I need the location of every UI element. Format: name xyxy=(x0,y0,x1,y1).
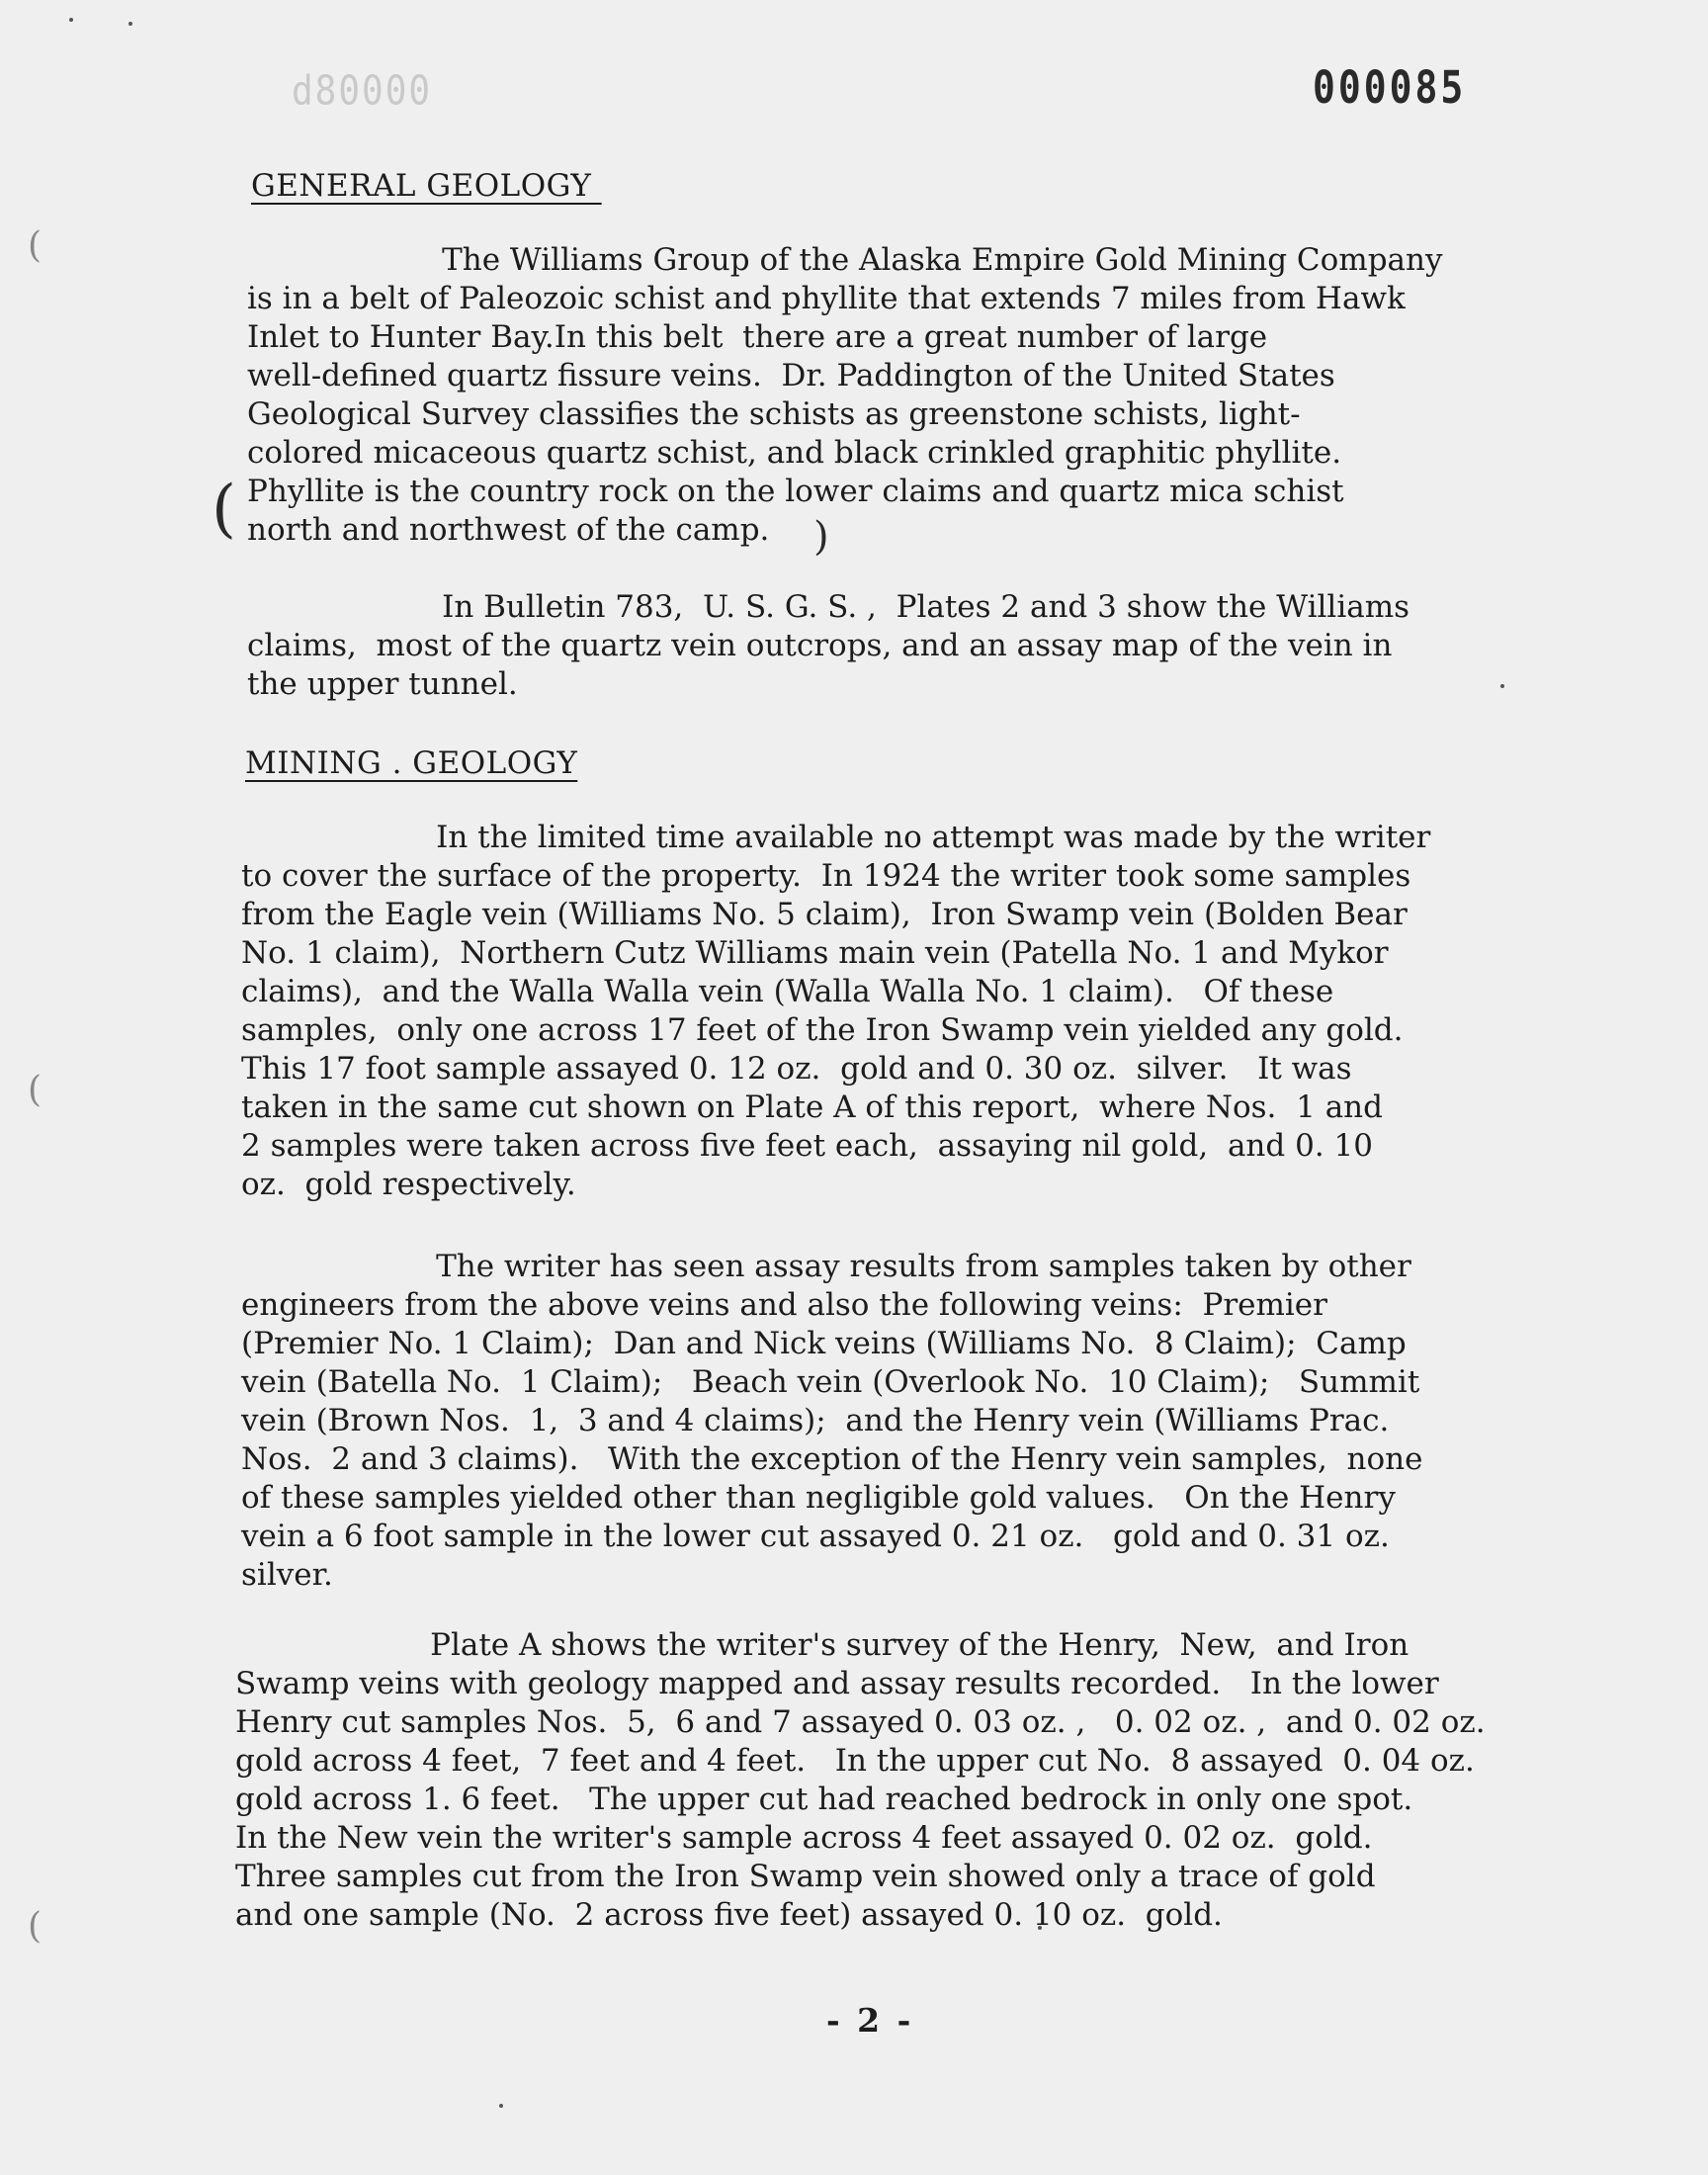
text-line: taken in the same cut shown on Plate A of this report, where Nos. 1 and xyxy=(241,1089,1383,1125)
text-line: oz. gold respectively. xyxy=(241,1167,576,1202)
text-line: claims), and the Walla Walla vein (Walla Walla No. 1 claim). Of these xyxy=(241,974,1334,1009)
text-line: well-defined quartz fissure veins. Dr. Paddington of the United States xyxy=(247,358,1335,393)
text-line: Inlet to Hunter Bay.In this belt there are a great number of large xyxy=(247,319,1268,355)
text-line: to cover the surface of the property. In 1924 the writer took some samples xyxy=(241,858,1411,894)
section-heading-general-geology: GENERAL GEOLOGY xyxy=(251,168,602,204)
text-line: In the New vein the writer's sample across 4 feet assayed 0. 02 oz. gold. xyxy=(235,1820,1373,1856)
text-line: of these samples yielded other than negligible gold values. On the Henry xyxy=(241,1480,1396,1516)
margin-mark: ( xyxy=(28,1906,43,1947)
text-line: 2 samples were taken across five feet each, assaying nil gold, and 0. 10 xyxy=(241,1128,1373,1164)
page-number: - 2 - xyxy=(826,2001,914,2040)
scan-speck xyxy=(499,2104,503,2108)
text-line: samples, only one across 17 feet of the Iron Swamp vein yielded any gold. xyxy=(241,1012,1404,1048)
document-number: 000085 xyxy=(1313,61,1467,114)
text-line: This 17 foot sample assayed 0. 12 oz. gold and 0. 30 oz. silver. It was xyxy=(241,1051,1352,1087)
section-heading-mining-geology: MINING . GEOLOGY xyxy=(245,745,578,781)
paragraph xyxy=(235,1626,1639,1935)
text-line: Geological Survey classifies the schists as greenstone schists, light- xyxy=(247,396,1301,432)
text-line: and one sample (No. 2 across five feet) assayed 0. 10 oz. gold. xyxy=(235,1897,1223,1933)
margin-mark: ( xyxy=(28,225,43,266)
text-line: is in a belt of Paleozoic schist and phyllite that extends 7 miles from Hawk xyxy=(247,281,1406,316)
text-line: engineers from the above veins and also the following veins: Premier xyxy=(241,1287,1327,1323)
text-line: from the Eagle vein (Williams No. 5 claim), Iron Swamp vein (Bolden Bear xyxy=(241,897,1408,932)
scan-speck xyxy=(69,18,73,22)
close-bracket-mark: ) xyxy=(813,514,829,560)
faded-stamp-number: d80000 xyxy=(292,67,433,116)
text-line: claims, most of the quartz vein outcrops, and an assay map of the vein in xyxy=(247,628,1393,663)
text-line: The Williams Group of the Alaska Empire Gold Mining Company xyxy=(247,242,1443,278)
scan-speck xyxy=(128,22,132,26)
text-line: gold across 4 feet, 7 feet and 4 feet. In the upper cut No. 8 assayed 0. 04 oz. xyxy=(235,1743,1475,1779)
text-line: vein (Batella No. 1 Claim); Beach vein (Overlook No. 10 Claim); Summit xyxy=(241,1364,1420,1400)
text-line: (Premier No. 1 Claim); Dan and Nick veins (Williams No. 8 Claim); Camp xyxy=(241,1326,1407,1361)
paragraph xyxy=(241,1248,1645,1595)
text-line: colored micaceous quartz schist, and black crinkled graphitic phyllite. xyxy=(247,435,1342,471)
text-line: The writer has seen assay results from samples taken by other xyxy=(241,1249,1411,1284)
open-bracket-mark: ( xyxy=(212,473,236,546)
text-line: north and northwest of the camp. xyxy=(247,512,770,548)
text-line: Plate A shows the writer's survey of the Henry, New, and Iron xyxy=(235,1627,1409,1663)
text-line: In Bulletin 783, U. S. G. S. , Plates 2 and 3 show the Williams xyxy=(247,589,1410,625)
paragraph xyxy=(247,588,1651,704)
text-line: Henry cut samples Nos. 5, 6 and 7 assayed 0. 03 oz. , 0. 02 oz. , and 0. 02 oz. xyxy=(235,1704,1486,1740)
text-line: vein (Brown Nos. 1, 3 and 4 claims); and the Henry vein (Williams Prac. xyxy=(241,1403,1390,1438)
text-line: gold across 1. 6 feet. The upper cut had reached bedrock in only one spot. xyxy=(235,1782,1413,1817)
paragraph xyxy=(241,819,1645,1204)
text-line: In the limited time available no attempt was made by the writer xyxy=(241,820,1431,855)
text-line: Nos. 2 and 3 claims). With the exception of the Henry vein samples, none xyxy=(241,1441,1423,1477)
text-line: No. 1 claim), Northern Cutz Williams main vein (Patella No. 1 and Mykor xyxy=(241,935,1389,971)
text-line: Phyllite is the country rock on the lower claims and quartz mica schist xyxy=(247,474,1344,509)
text-line: the upper tunnel. xyxy=(247,666,518,702)
text-line: Swamp veins with geology mapped and assay results recorded. In the lower xyxy=(235,1666,1439,1701)
margin-mark: ( xyxy=(28,1070,43,1110)
paragraph xyxy=(247,241,1651,550)
text-line: Three samples cut from the Iron Swamp vein showed only a trace of gold xyxy=(235,1859,1376,1894)
text-line: silver. xyxy=(241,1557,333,1593)
text-line: vein a 6 foot sample in the lower cut assayed 0. 21 oz. gold and 0. 31 oz. xyxy=(241,1519,1390,1554)
